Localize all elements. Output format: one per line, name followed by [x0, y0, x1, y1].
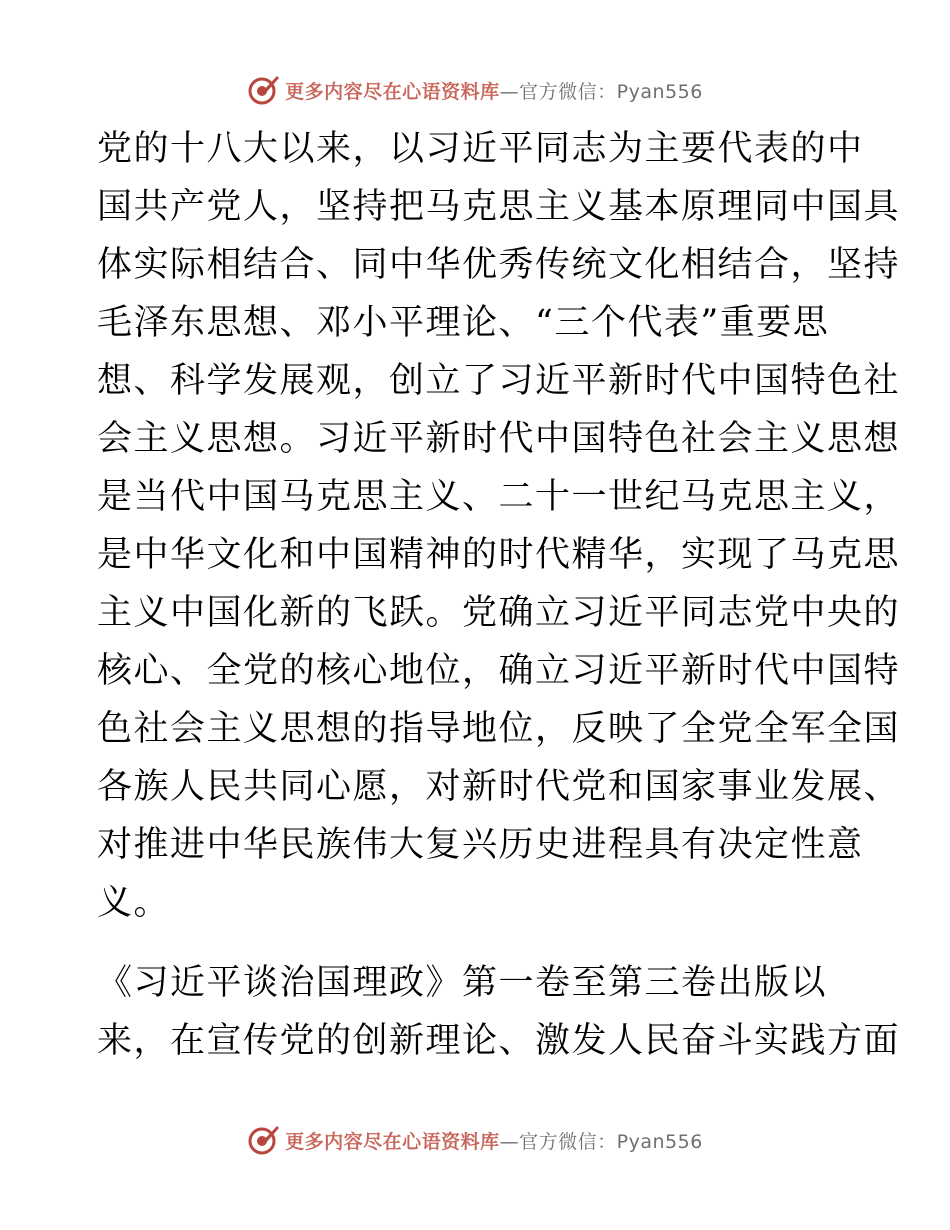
footer-banner	[0, 1120, 950, 1160]
text-line: 来，在宣传党的创新理论、激发人民奋斗实践方面	[97, 1021, 901, 1061]
text-line: 党的十八大以来，以习近平同志为主要代表的中	[97, 129, 864, 169]
text-line: 会主义思想。习近平新时代中国特色社会主义思想	[97, 419, 901, 459]
text-line: 体实际相结合、同中华优秀传统文化相结合，坚持	[97, 245, 901, 285]
text-line: 对推进中华民族伟大复兴历史进程具有决定性意	[97, 825, 864, 865]
paragraph-2	[97, 954, 901, 1070]
text-line: 是当代中国马克思主义、二十一世纪马克思主义，	[97, 477, 901, 517]
text-line: 色社会主义思想的指导地位，反映了全党全军全国	[97, 709, 901, 749]
paragraph-1	[97, 120, 901, 932]
banner-brand-text: 更多内容尽在心语资料库	[285, 80, 500, 103]
banner-wechat-text: —官方微信：Pyan556	[499, 80, 703, 103]
text-line: 是中华文化和中国精神的时代精华，实现了马克思	[97, 535, 901, 575]
quill-logo-icon	[247, 1123, 281, 1157]
text-line: 《习近平谈治国理政》第一卷至第三卷出版以	[97, 963, 828, 1003]
text-line: 想、科学发展观，创立了习近平新时代中国特色社	[97, 361, 901, 401]
text-line: 毛泽东思想、邓小平理论、“三个代表”重要思	[97, 303, 830, 343]
text-line: 义。	[97, 883, 171, 923]
text-line: 国共产党人，坚持把马克思主义基本原理同中国具	[97, 187, 901, 227]
text-line: 核心、全党的核心地位，确立习近平新时代中国特	[97, 651, 901, 691]
text-line: 主义中国化新的飞跃。党确立习近平同志党中央的	[97, 593, 901, 633]
document-body	[97, 120, 901, 1070]
header-banner	[0, 70, 950, 110]
quill-logo-icon	[247, 73, 281, 107]
text-line: 各族人民共同心愿，对新时代党和国家事业发展、	[97, 767, 901, 807]
paragraph-gap	[97, 932, 857, 954]
banner-brand-text: 更多内容尽在心语资料库	[285, 1130, 500, 1153]
banner-wechat-text: —官方微信：Pyan556	[499, 1130, 703, 1153]
